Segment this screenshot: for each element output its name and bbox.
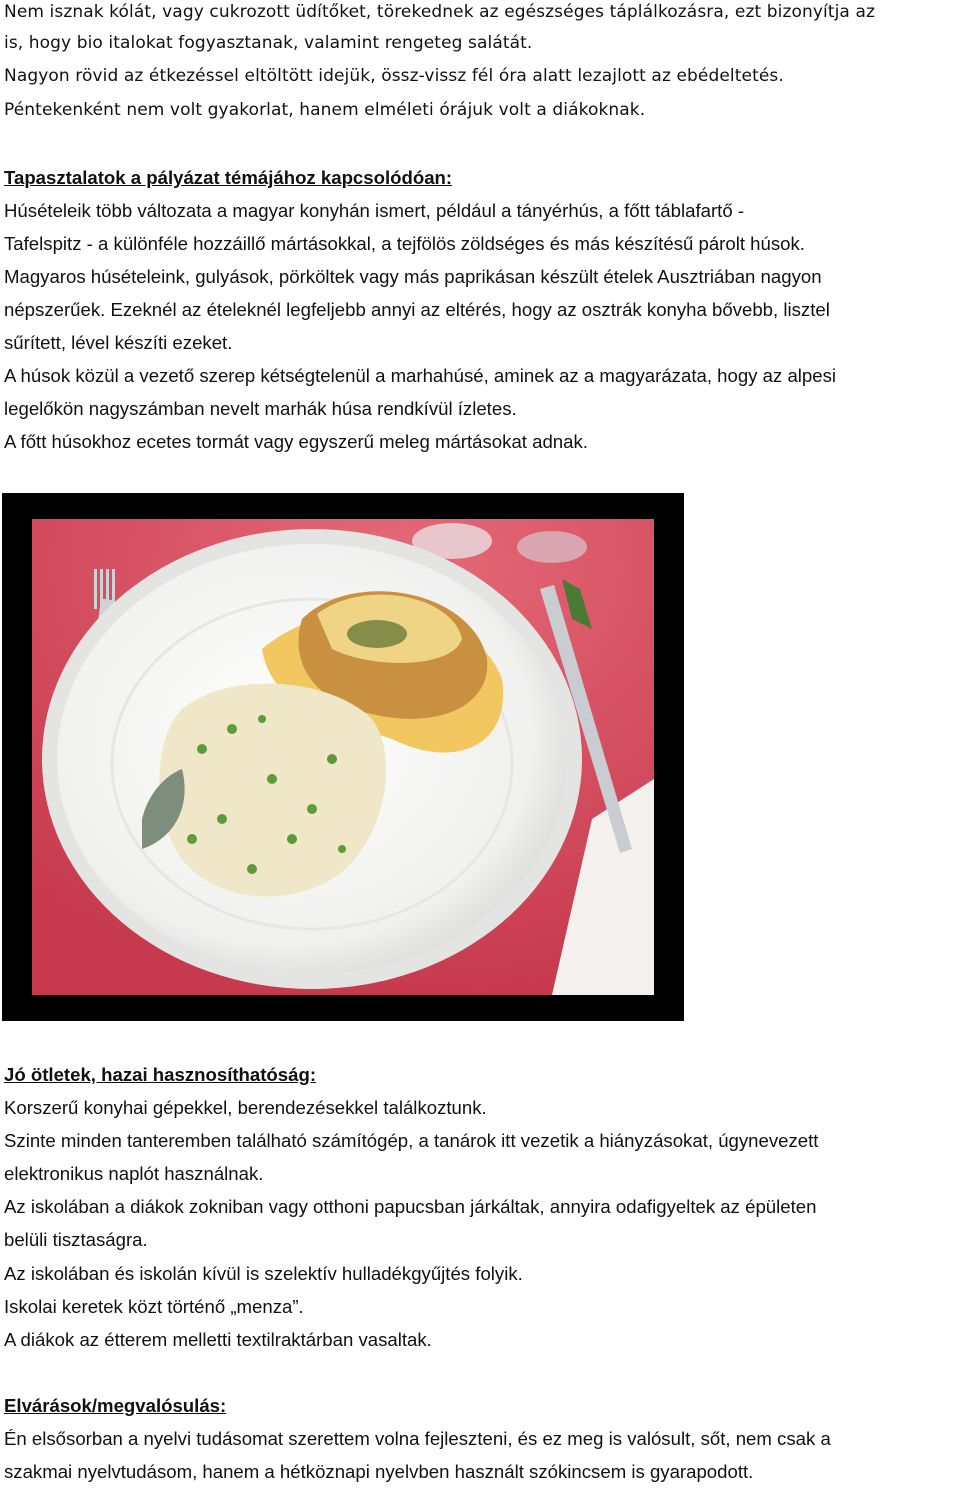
paragraph-line: belüli tisztaságra.: [4, 1229, 148, 1250]
paragraph-line: szakmai nyelvtudásom, hanem a hétköznapi nyelvben használt szókincsem is gyarapodott.: [4, 1461, 754, 1482]
section-heading-experiences: Tapasztalatok a pályázat témájához kapcsolódóan:: [4, 167, 453, 188]
food-photo-image: [32, 519, 654, 995]
paragraph-line: A diákok az étterem melletti textilraktárban vasaltak.: [4, 1329, 432, 1350]
paragraph-line: sűrített, lével készíti ezeket.: [4, 332, 233, 353]
paragraph-line: Tafelspitz - a különféle hozzáillő mártásokkal, a tejfölös zöldséges és más készítésű párolt húsok.: [4, 233, 805, 254]
paragraph-line: Szinte minden tanteremben található számítógép, a tanárok itt vezetik a hiányzásokat, úgynevezett: [4, 1130, 819, 1151]
intro-line: Nem isznak kólát, vagy cukrozott üdítőket, törekednek az egészséges táplálkozásra, ezt bizonyítja az: [4, 2, 875, 22]
food-photo: [2, 493, 684, 1021]
intro-line: is, hogy bio italokat fogyasztanak, valamint rengeteg salátát.: [4, 33, 533, 53]
paragraph-line: Az iskolában a diákok zokniban vagy otthoni papucsban járkáltak, annyira odafigyeltek az épületen: [4, 1196, 817, 1217]
paragraph-line: A főtt húsokhoz ecetes tormát vagy egyszerű meleg mártásokat adnak.: [4, 431, 588, 452]
paragraph-line: Magyaros húsételeink, gulyások, pörköltek vagy más paprikásan készült ételek Ausztriában nagyon: [4, 266, 822, 287]
paragraph-line: legelőkön nagyszámban nevelt marhák húsa rendkívül ízletes.: [4, 398, 517, 419]
intro-line: Nagyon rövid az étkezéssel eltöltött idejük, össz-vissz fél óra alatt lezajlott az ebédeltetés.: [4, 66, 784, 86]
intro-line: Péntekenként nem volt gyakorlat, hanem elméleti órájuk volt a diákoknak.: [4, 100, 646, 120]
glass-shape: [517, 531, 587, 563]
paragraph-line: Iskolai keretek közt történő „menza”.: [4, 1296, 304, 1317]
section-heading-ideas: Jó ötletek, hazai hasznosíthatóság:: [4, 1064, 317, 1085]
paragraph-line: elektronikus naplót használnak.: [4, 1163, 264, 1184]
herb: [347, 620, 407, 648]
paragraph-line: Én elsősorban a nyelvi tudásomat szerettem volna fejleszteni, és ez meg is valósult, sőt, nem csak a: [4, 1428, 831, 1449]
paragraph-line: Húsételeik több változata a magyar konyhán ismert, például a tányérhús, a főtt táblafartő -: [4, 200, 745, 221]
paragraph-line: népszerűek. Ezeknél az ételeknél legfeljebb annyi az eltérés, hogy az osztrák konyha bővebb, lisztel: [4, 299, 830, 320]
paragraph-line: Korszerű konyhai gépekkel, berendezésekkel találkoztunk.: [4, 1097, 487, 1118]
section-heading-expectations: Elvárások/megvalósulás:: [4, 1395, 227, 1416]
paragraph-line: Az iskolában és iskolán kívül is szelektív hulladékgyűjtés folyik.: [4, 1263, 523, 1284]
paragraph-line: A húsok közül a vezető szerep kétségtelenül a marhahúsé, aminek az a magyarázata, hogy az alpesi: [4, 365, 837, 386]
